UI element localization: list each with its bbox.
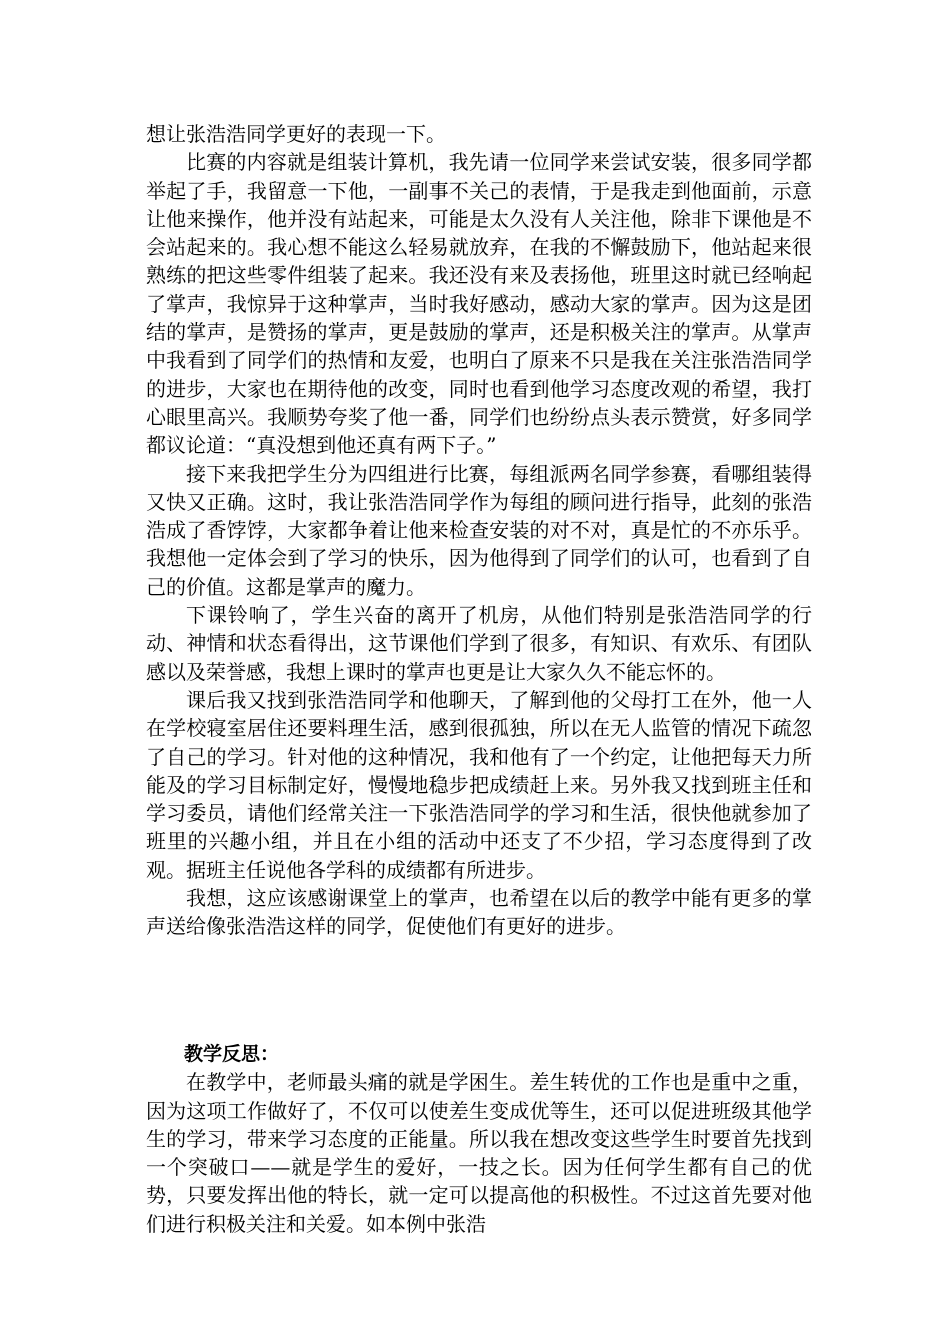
- paragraph-competition: 比赛的内容就是组装计算机，我先请一位同学来尝试安装，很多同学都举起了手，我留意一下他，一副事不关己的表情，于是我走到他面前，示意让他来操作，他并没有站起来，可能是太久没有人关注他，除非下课他是不会站起来的。我心想不能这么轻易就放弃，在我的不懈鼓励下，他站起来很熟练的把这些零件组装了起来。我还没有来及表扬他，班里这时就已经响起了掌声，我惊异于这种掌声，当时我好感动，感动大家的掌声。因为这是团结的掌声，是赞扬的掌声，更是鼓励的掌声，还是积极关注的掌声。从掌声中我看到了同学们的热情和友爱，也明白了原来不只是我在关注张浩浩同学的进步，大家也在期待他的改变，同时也看到他学习态度改观的希望，我打心眼里高兴。我顺势夸奖了他一番，同学们也纷纷点头表示赞赏，好多同学都议论道：“真没想到他还真有两下子。”: [146, 150, 812, 458]
- reflection-heading: 教学反思：: [184, 1043, 280, 1065]
- reflection-section: [146, 1040, 812, 1238]
- paragraph-continuation: 想让张浩浩同学更好的表现一下。: [146, 122, 446, 146]
- body-text: [146, 120, 812, 941]
- reflection-paragraph: 在教学中，老师最头痛的就是学困生。差生转优的工作也是重中之重，因为这项工作做好了，不仅可以使差生变成优等生，还可以促进班级其他学生的学习，带来学习态度的正能量。所以我在想改变这些学生时要首先找到一个突破口——就是学生的爱好，一技之长。因为任何学生都有自己的优势，只要发挥出他的特长，就一定可以提高他的积极性。不过这首先要对他们进行积极关注和关爱。如本例中张浩: [146, 1070, 812, 1236]
- paragraph-groups: 接下来我把学生分为四组进行比赛，每组派两名同学参赛，看哪组装得又快又正确。这时，我让张浩浩同学作为每组的顾问进行指导，此刻的张浩浩成了香饽饽，大家都争着让他来检查安装的对不对，真是忙的不亦乐乎。我想他一定体会到了学习的快乐，因为他得到了同学们的认可，也看到了自己的价值。这都是掌声的魔力。: [146, 461, 812, 599]
- paragraph-class-end: 下课铃响了，学生兴奋的离开了机房，从他们特别是张浩浩同学的行动、神情和状态看得出，这节课他们学到了很多，有知识、有欢乐、有团队感以及荣誉感，我想上课时的掌声也更是让大家久久不能忘怀的。: [146, 603, 812, 684]
- paragraph-after-class: 课后我又找到张浩浩同学和他聊天，了解到他的父母打工在外，他一人在学校寝室居住还要料理生活，感到很孤独，所以在无人监管的情况下疏忽了自己的学习。针对他的这种情况，我和他有了一个约定，让他把每天力所能及的学习目标制定好，慢慢地稳步把成绩赶上来。另外我又找到班主任和学习委员，请他们经常关注一下张浩浩同学的学习和生活，很快他就参加了班里的兴趣小组，并且在小组的活动中还支了不少招，学习态度得到了改观。据班主任说他各学科的成绩都有所进步。: [146, 687, 812, 882]
- paragraph-conclusion: 我想，这应该感谢课堂上的掌声，也希望在以后的教学中能有更多的掌声送给像张浩浩这样的同学，促使他们有更好的进步。: [146, 886, 812, 939]
